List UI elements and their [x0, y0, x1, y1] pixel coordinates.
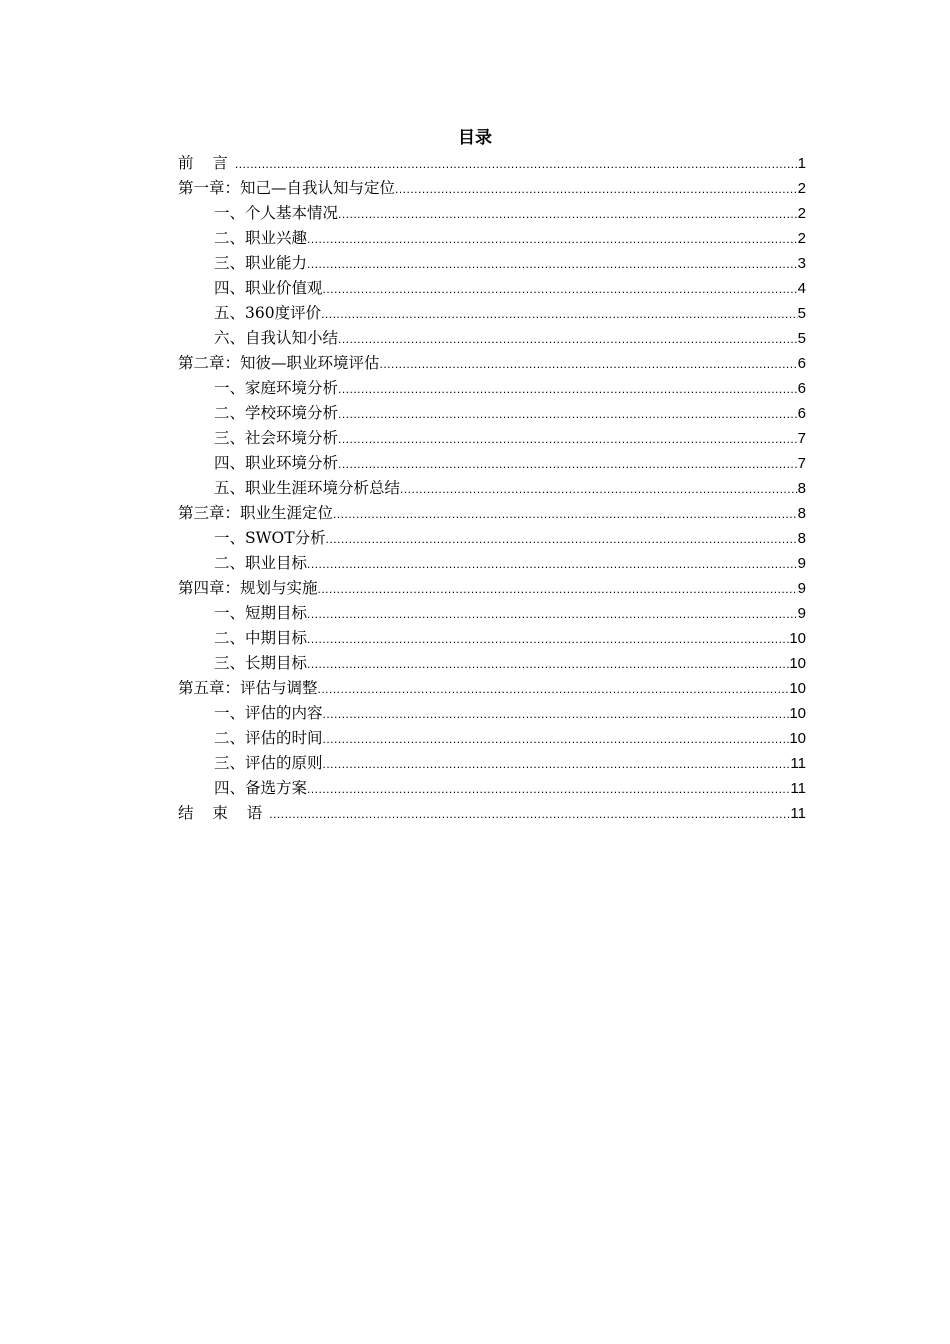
- toc-entry[interactable]: [178, 776, 806, 801]
- toc-entry-label: 第一章：知己—自我认知与定位: [178, 179, 396, 197]
- toc-dot-leader: [400, 476, 798, 502]
- toc-dot-leader: [395, 176, 798, 202]
- toc-entry-page-number: 10: [789, 630, 806, 647]
- toc-entry[interactable]: [178, 201, 806, 226]
- toc-entry[interactable]: [178, 351, 806, 376]
- toc-entry-label: 结 束 语: [178, 804, 270, 822]
- toc-entry[interactable]: [178, 301, 806, 326]
- toc-dot-leader: [307, 226, 798, 252]
- toc-entry-label: 一、短期目标: [214, 604, 308, 622]
- toc-dot-leader: [323, 276, 798, 302]
- toc-entry[interactable]: [178, 326, 806, 351]
- toc-entry-page-number: 11: [790, 755, 806, 772]
- toc-title: 目录: [458, 128, 492, 148]
- table-of-contents: [178, 151, 806, 826]
- toc-entry-label: 第五章：评估与调整: [178, 679, 318, 697]
- toc-entry-label: 前 言: [178, 154, 235, 172]
- toc-entry-label: 二、评估的时间: [214, 729, 323, 747]
- toc-dot-leader: [307, 251, 798, 277]
- toc-entry[interactable]: [178, 801, 806, 826]
- toc-entry-page-number: 11: [790, 780, 806, 797]
- toc-entry[interactable]: [178, 701, 806, 726]
- toc-entry[interactable]: [178, 251, 806, 276]
- toc-dot-leader: [269, 801, 790, 827]
- toc-entry[interactable]: [178, 551, 806, 576]
- toc-entry-page-number: 8: [797, 530, 806, 547]
- toc-entry-page-number: 8: [797, 505, 806, 522]
- toc-dot-leader: [307, 601, 798, 627]
- toc-dot-leader: [333, 501, 798, 527]
- toc-entry[interactable]: [178, 601, 806, 626]
- toc-entry-label: 二、职业兴趣: [214, 229, 308, 247]
- toc-entry[interactable]: [178, 651, 806, 676]
- toc-entry-label: 三、职业能力: [214, 254, 308, 272]
- toc-entry-page-number: 1: [797, 155, 806, 172]
- toc-dot-leader: [338, 201, 798, 227]
- toc-entry-page-number: 3: [797, 255, 806, 272]
- toc-dot-leader: [338, 401, 798, 427]
- toc-entry-page-number: 4: [797, 280, 806, 297]
- toc-entry-label: 一、家庭环境分析: [214, 379, 339, 397]
- toc-entry[interactable]: [178, 676, 806, 701]
- toc-entry-page-number: 9: [797, 580, 806, 597]
- toc-entry-label: 一、个人基本情况: [214, 204, 339, 222]
- toc-entry[interactable]: [178, 751, 806, 776]
- toc-entry-label: 二、职业目标: [214, 554, 308, 572]
- toc-dot-leader: [323, 701, 790, 727]
- toc-entry[interactable]: [178, 501, 806, 526]
- toc-entry-page-number: 8: [797, 480, 806, 497]
- toc-entry[interactable]: [178, 226, 806, 251]
- toc-dot-leader: [318, 676, 790, 702]
- toc-entry-label: 第二章：知彼—职业环境评估: [178, 354, 380, 372]
- toc-entry-label: 五、360度评价: [214, 304, 322, 322]
- toc-entry-page-number: 5: [797, 305, 806, 322]
- toc-dot-leader: [307, 551, 798, 577]
- toc-entry[interactable]: [178, 401, 806, 426]
- toc-entry-label: 六、自我认知小结: [214, 329, 339, 347]
- toc-entry-label: 第四章：规划与实施: [178, 579, 318, 597]
- toc-entry-label: 四、职业环境分析: [214, 454, 339, 472]
- toc-entry[interactable]: [178, 176, 806, 201]
- toc-entry-label: 四、职业价值观: [214, 279, 323, 297]
- toc-entry[interactable]: [178, 626, 806, 651]
- toc-dot-leader: [338, 376, 798, 402]
- toc-entry-page-number: 2: [797, 205, 806, 222]
- toc-entry[interactable]: [178, 526, 806, 551]
- toc-entry-label: 一、SWOT分析: [214, 529, 326, 547]
- toc-dot-leader: [326, 526, 798, 552]
- toc-entry[interactable]: [178, 276, 806, 301]
- toc-dot-leader: [321, 301, 798, 327]
- toc-dot-leader: [307, 626, 789, 652]
- toc-entry-page-number: 2: [797, 180, 806, 197]
- toc-entry[interactable]: [178, 426, 806, 451]
- toc-entry[interactable]: [178, 376, 806, 401]
- toc-entry-label: 二、中期目标: [214, 629, 308, 647]
- toc-entry-page-number: 6: [797, 355, 806, 372]
- toc-entry-page-number: 10: [789, 680, 806, 697]
- toc-dot-leader: [380, 351, 798, 377]
- toc-entry-label: 一、评估的内容: [214, 704, 323, 722]
- toc-entry-label: 四、备选方案: [214, 779, 308, 797]
- toc-dot-leader: [338, 451, 798, 477]
- toc-dot-leader: [338, 426, 798, 452]
- toc-dot-leader: [307, 776, 790, 802]
- toc-dot-leader: [323, 751, 791, 777]
- toc-entry-label: 三、社会环境分析: [214, 429, 339, 447]
- toc-dot-leader: [235, 151, 798, 177]
- toc-entry-page-number: 10: [789, 705, 806, 722]
- toc-entry-label: 二、学校环境分析: [214, 404, 339, 422]
- toc-entry-label: 第三章：职业生涯定位: [178, 504, 334, 522]
- toc-entry-page-number: 9: [797, 605, 806, 622]
- toc-entry-label: 三、评估的原则: [214, 754, 323, 772]
- toc-entry[interactable]: [178, 726, 806, 751]
- toc-entry[interactable]: [178, 476, 806, 501]
- toc-entry-label: 三、长期目标: [214, 654, 308, 672]
- toc-entry-page-number: 11: [790, 805, 806, 822]
- toc-entry-page-number: 2: [797, 230, 806, 247]
- toc-entry[interactable]: [178, 576, 806, 601]
- toc-entry-page-number: 6: [797, 380, 806, 397]
- toc-entry-label: 五、职业生涯环境分析总结: [214, 479, 401, 497]
- toc-entry-page-number: 5: [797, 330, 806, 347]
- toc-entry[interactable]: [178, 151, 806, 176]
- toc-entry-page-number: 10: [789, 730, 806, 747]
- toc-entry-page-number: 10: [789, 655, 806, 672]
- toc-entry-page-number: 7: [797, 430, 806, 447]
- toc-entry-page-number: 7: [797, 455, 806, 472]
- toc-entry-page-number: 6: [797, 405, 806, 422]
- toc-dot-leader: [338, 326, 798, 352]
- toc-entry-page-number: 9: [797, 555, 806, 572]
- toc-dot-leader: [318, 576, 798, 602]
- toc-entry[interactable]: [178, 451, 806, 476]
- toc-dot-leader: [323, 726, 790, 752]
- toc-dot-leader: [307, 651, 789, 677]
